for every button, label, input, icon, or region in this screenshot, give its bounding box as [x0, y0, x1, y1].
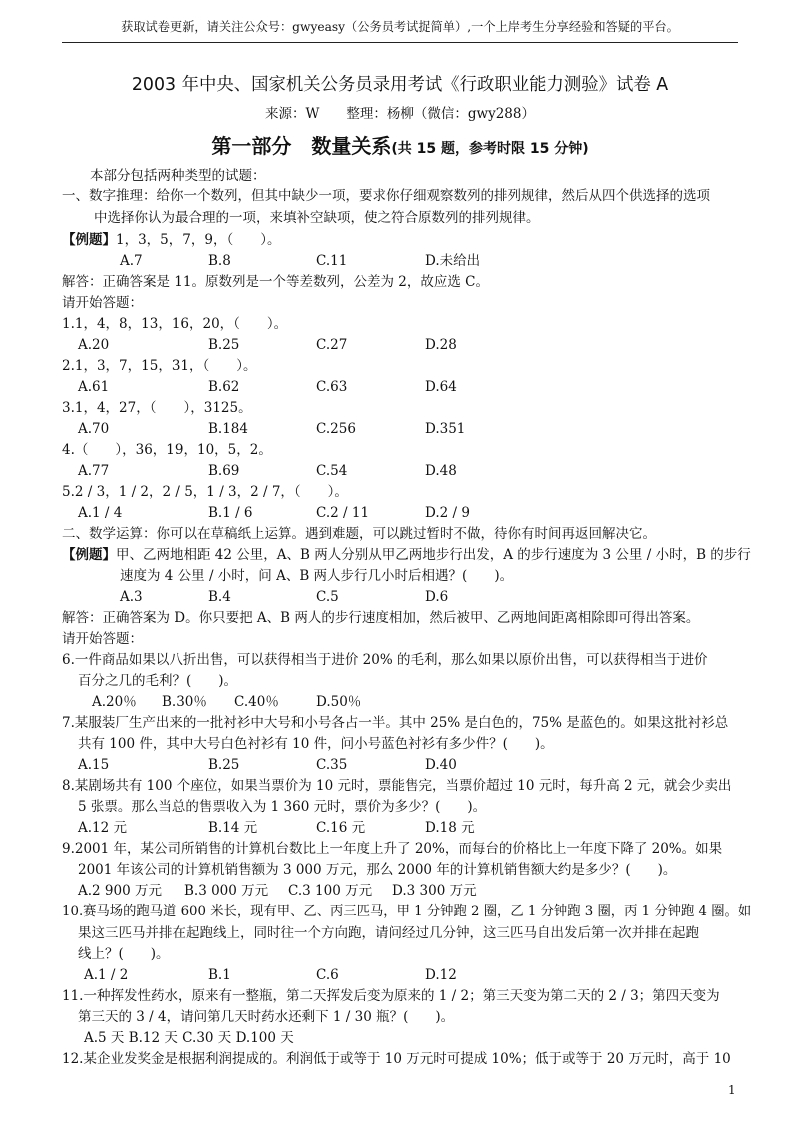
option-a: A.7: [120, 253, 143, 269]
q9-option-d: D.3 300 万元: [392, 883, 477, 899]
question-8-line2: 5 张票。那么当总的售票收入为 1 360 元时，票价为多少？( )。: [78, 799, 487, 815]
q3-option-d: D.351: [425, 421, 466, 437]
example-label: 【例题】: [62, 232, 116, 248]
ex2-option-b: B.4: [208, 589, 231, 605]
question-11-line1: 11.一种挥发性药水，原来有一整瓶，第二天挥发后变为原来的 1 / 2；第三天变为第二天的 2 / 3；第四天变为: [62, 988, 720, 1004]
example-text: 1，3，5，7，9，（ ）。: [116, 232, 281, 248]
question-9-line1: 9.2001 年，某公司所销售的计算机台数比上一年度上升了 20%，而每台的价格比上一年度下降了 20%。如果: [62, 841, 723, 857]
q6-option-c: C.40％: [234, 694, 279, 710]
q5-option-c: C.2 / 11: [316, 505, 370, 521]
q8-option-a: A.12 元: [78, 820, 128, 836]
q1-option-a: A.20: [78, 337, 110, 353]
question-10-line2: 果这三匹马并排在起跑线上，同时往一个方向跑，请问经过几分钟，这三匹马自出发后第一次并排在起跑: [78, 925, 699, 941]
question-6-line2: 百分之几的毛利？( )。: [78, 673, 238, 689]
q2-option-a: A.61: [78, 379, 110, 395]
question-1: 1.1，4，8，13，16，20，（ ）。: [62, 316, 288, 332]
q1-option-b: B.25: [208, 337, 240, 353]
part-heading: [0, 130, 800, 159]
question-8-line1: 8.某剧场共有 100 个座位，如果当票价为 10 元时，票能售完，当票价超过 10 元时，每升高 2 元，就会少卖出: [62, 778, 732, 794]
ex2-option-c: C.5: [316, 589, 339, 605]
q6-option-b: B.30％: [162, 694, 207, 710]
option-d: D.未给出: [425, 253, 481, 269]
sec1-example: [62, 230, 280, 250]
source-line: 来源：W 整理：杨柳（微信：gwy288）: [265, 106, 535, 122]
question-10-line3: 线上？( )。: [78, 946, 170, 962]
part-name: 第一部分 数量关系: [211, 134, 392, 158]
question-3: 3.1，4，27，（ ），3125。: [62, 400, 252, 416]
sec1-heading-line1: 一、数字推理：给你一个数列，但其中缺少一项，要求你仔细观察数列的排列规律，然后从四个供选择的选项: [62, 188, 710, 204]
sec2-example-line1: [62, 545, 751, 565]
example2-label: 【例题】: [62, 547, 116, 563]
question-7-line2: 共有 100 件，其中大号白色衬衫有 10 件，问小号蓝色衬衫有多少件？( )。: [78, 736, 554, 752]
q9-option-a: A.2 900 万元: [78, 883, 162, 899]
q1-option-c: C.27: [316, 337, 348, 353]
example2-text1: 甲、乙两地相距 42 公里，A、B 两人分别从甲乙两地步行出发，A 的步行速度为 3 公里 / 小时，B 的步行: [116, 547, 751, 563]
question-9-line2: 2001 年该公司的计算机销售额为 3 000 万元，那么 2000 年的计算机销售额大约是多少？( )。: [78, 862, 677, 878]
q9-option-c: C.3 100 万元: [288, 883, 373, 899]
q4-option-b: B.69: [208, 463, 240, 479]
q8-option-d: D.18 元: [425, 820, 475, 836]
q6-option-d: D.50％: [316, 694, 362, 710]
q8-option-c: C.16 元: [316, 820, 366, 836]
question-6-line1: 6.一件商品如果以八折出售，可以获得相当于进价 20% 的毛利，那么如果以原价出售，可以获得相当于进价: [62, 652, 708, 668]
question-10-line1: 10.赛马场的跑马道 600 米长，现有甲、乙、丙三匹马，甲 1 分钟跑 2 圈，乙 1 分钟跑 3 圈，丙 1 分钟跑 4 圈。如: [62, 904, 752, 919]
page-number: 1: [728, 1083, 736, 1097]
option-b: B.8: [208, 253, 231, 269]
part-note: (共 15 题，参考时限 15 分钟): [391, 141, 589, 157]
q4-option-c: C.54: [316, 463, 348, 479]
page-title: 2003 年中央、国家机关公务员录用考试《行政职业能力测验》试卷 A: [131, 75, 669, 95]
question-4: 4.（ ），36，19，10，5，2。: [62, 442, 272, 458]
sec2-heading: 二、数学运算：你可以在草稿纸上运算。遇到难题，可以跳过暂时不做，待你有时间再返回解决它。: [62, 526, 656, 542]
question-7-line1: 7.某服装厂生产出来的一批衬衫中大号和小号各占一半。其中 25% 是白色的，75% 是蓝色的。如果这批衬衫总: [62, 715, 729, 731]
q10-option-d: D.12: [425, 967, 457, 983]
ex2-option-a: A.3: [120, 589, 143, 605]
q3-option-a: A.70: [78, 421, 110, 437]
q7-option-a: A.15: [78, 757, 110, 773]
q2-option-c: C.63: [316, 379, 348, 395]
header-notice: 获取试卷更新，请关注公众号：gwyeasy（公务员考试捉简单）,一个上岸考生分享经验和答疑的平台。: [121, 20, 679, 34]
sec1-start: 请开始答题：: [62, 295, 143, 311]
intro-line: 本部分包括两种类型的试题：: [90, 168, 266, 184]
sec1-answer: 解答：正确答案是 11。原数列是一个等差数列，公差为 2，故应选 C。: [62, 274, 489, 290]
q8-option-b: B.14 元: [208, 820, 258, 836]
q11-options: A.5 天 B.12 天 C.30 天 D.100 天: [84, 1030, 294, 1046]
q7-option-d: D.40: [425, 757, 457, 773]
q10-option-b: B.1: [208, 967, 231, 983]
q1-option-d: D.28: [425, 337, 457, 353]
question-5: 5.2 / 3，1 / 2，2 / 5，1 / 3，2 / 7，（ ）。: [62, 484, 348, 500]
ex2-option-d: D.6: [425, 589, 449, 605]
q3-option-c: C.256: [316, 421, 356, 437]
q4-option-d: D.48: [425, 463, 457, 479]
header-divider: [62, 42, 738, 43]
question-11-line2: 第三天的 3 / 4，请问第几天时药水还剩下 1 / 30 瓶？( )。: [78, 1009, 455, 1025]
q10-option-c: C.6: [316, 967, 339, 983]
q3-option-b: B.184: [208, 421, 248, 437]
sec2-start: 请开始答题：: [62, 631, 143, 647]
q5-option-a: A.1 / 4: [78, 505, 123, 521]
q4-option-a: A.77: [78, 463, 110, 479]
q2-option-b: B.62: [208, 379, 240, 395]
q9-option-b: B.3 000 万元: [184, 883, 269, 899]
sec2-example-line2: 速度为 4 公里 / 小时，问 A、B 两人步行几小时后相遇？( )。: [120, 568, 514, 584]
q5-option-d: D.2 / 9: [425, 505, 470, 521]
q2-option-d: D.64: [425, 379, 457, 395]
q7-option-b: B.25: [208, 757, 240, 773]
sec2-answer: 解答：正确答案为 D。你只要把 A、B 两人的步行速度相加，然后被甲、乙两地间距离相除即可得出答案。: [62, 610, 700, 626]
q5-option-b: B.1 / 6: [208, 505, 253, 521]
q10-option-a: A.1 / 2: [84, 967, 129, 983]
option-c: C.11: [316, 253, 348, 269]
question-2: 2.1，3，7，15，31，（ ）。: [62, 358, 257, 374]
q6-option-a: A.20％: [92, 694, 137, 710]
question-12-line1: 12.某企业发奖金是根据利润提成的。利润低于或等于 10 万元时可提成 10%；低于或等于 20 万元时，高于 10: [62, 1051, 731, 1067]
sec1-heading-line2: 中选择你认为最合理的一项，来填补空缺项，使之符合原数列的排列规律。: [94, 210, 540, 226]
q7-option-c: C.35: [316, 757, 348, 773]
